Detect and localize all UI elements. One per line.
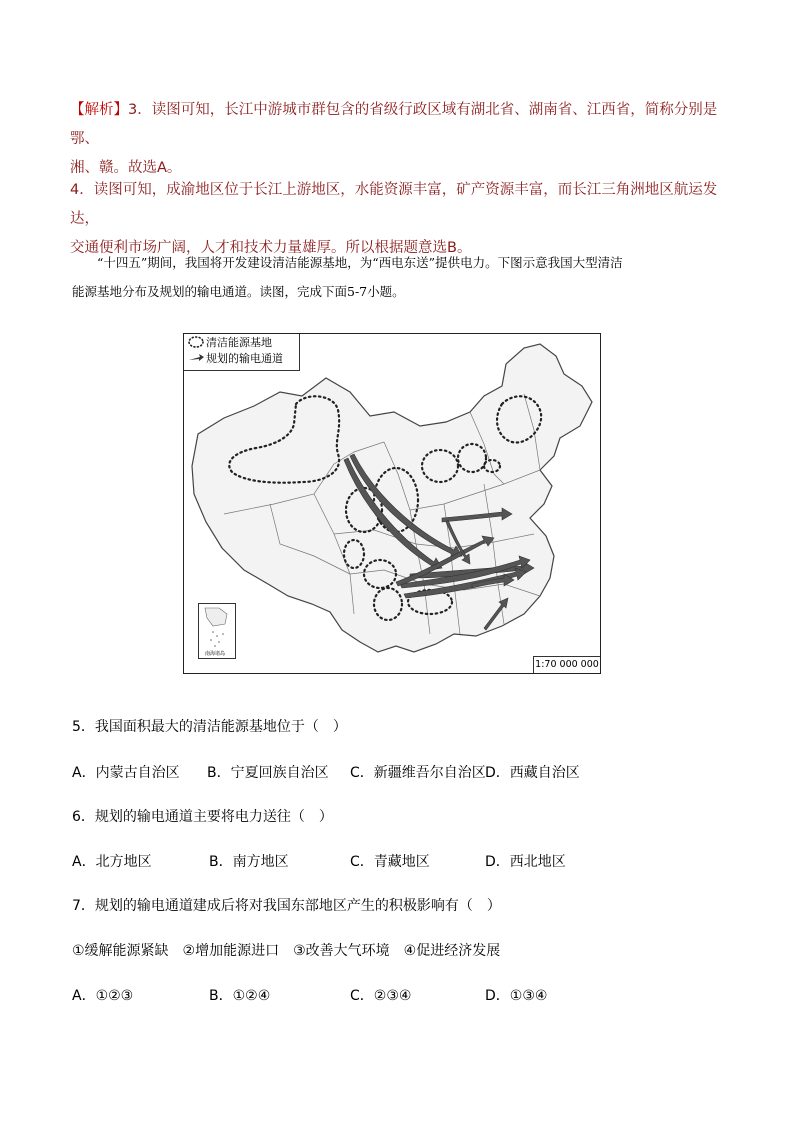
china-map-drawing [184,334,600,673]
q6-option-b[interactable]: B．南方地区 [209,854,289,870]
inset-label: 南海诸岛 [205,651,226,657]
legend-channel-label: 规划的输电通道 [206,352,283,365]
question-6-stem: 6．规划的输电通道主要将电力送往（ ） [72,809,333,825]
q5-option-c[interactable]: C．新疆维吾尔自治区 [350,765,486,781]
q7-option-c[interactable]: C．②③④ [350,988,412,1004]
q6-option-c[interactable]: C．青藏地区 [350,854,430,870]
q6-option-d[interactable]: D．西北地区 [485,854,566,870]
q5-option-a[interactable]: A．内蒙古自治区 [72,765,180,781]
intro-line2: 能源基地分布及规划的输电通道。读图，完成下面5-7小题。 [72,284,405,299]
q7-option-b[interactable]: B．①②④ [209,988,271,1004]
analysis-q4-line1: 4．读图可知，成渝地区位于长江上游地区，水能资源丰富，矿产资源丰富，而长江三角洲地区航运发达， [70,182,718,227]
question-5-stem: 5．我国面积最大的清洁能源基地位于（ ） [72,719,347,735]
analysis-label: 【解析】 [70,102,128,118]
legend-base-label: 清洁能源基地 [206,336,272,349]
analysis-q3-line2: 湘、赣。故选A。 [70,160,182,176]
question-7-stem: 7．规划的输电通道建成后将对我国东部地区产生的积极影响有（ ） [72,898,501,914]
map-legend [184,334,300,371]
q7-option-d[interactable]: D．①③④ [485,988,548,1004]
analysis-q4-line2: 交通便利市场广阔，人才和技术力量雄厚。所以根据题意选B。 [70,240,472,256]
china-energy-map [183,333,601,674]
intro-line1: “十四五”期间，我国将开发建设清洁能源基地，为“西电东送”提供电力。下图示意我国大型清洁 [97,255,623,270]
q7-option-a[interactable]: A．①②③ [72,988,134,1004]
map-scale: 1:70 000 000 [533,656,600,673]
q5-option-b[interactable]: B．宁夏回族自治区 [207,765,329,781]
q5-option-d[interactable]: D．西藏自治区 [485,765,580,781]
q6-option-a[interactable]: A．北方地区 [72,854,152,870]
analysis-q3-line1: 3．读图可知，长江中游城市群包含的省级行政区域有湖北省、湖南省、江西省，简称分别是鄂、 [70,102,718,147]
analysis-q3 [70,96,730,183]
south-china-sea-inset [198,603,236,659]
china-outline [192,344,592,652]
q7-statements: ①缓解能源紧缺 ②增加能源进口 ③改善大气环境 ④促进经济发展 [72,943,501,959]
question-intro [72,248,732,306]
